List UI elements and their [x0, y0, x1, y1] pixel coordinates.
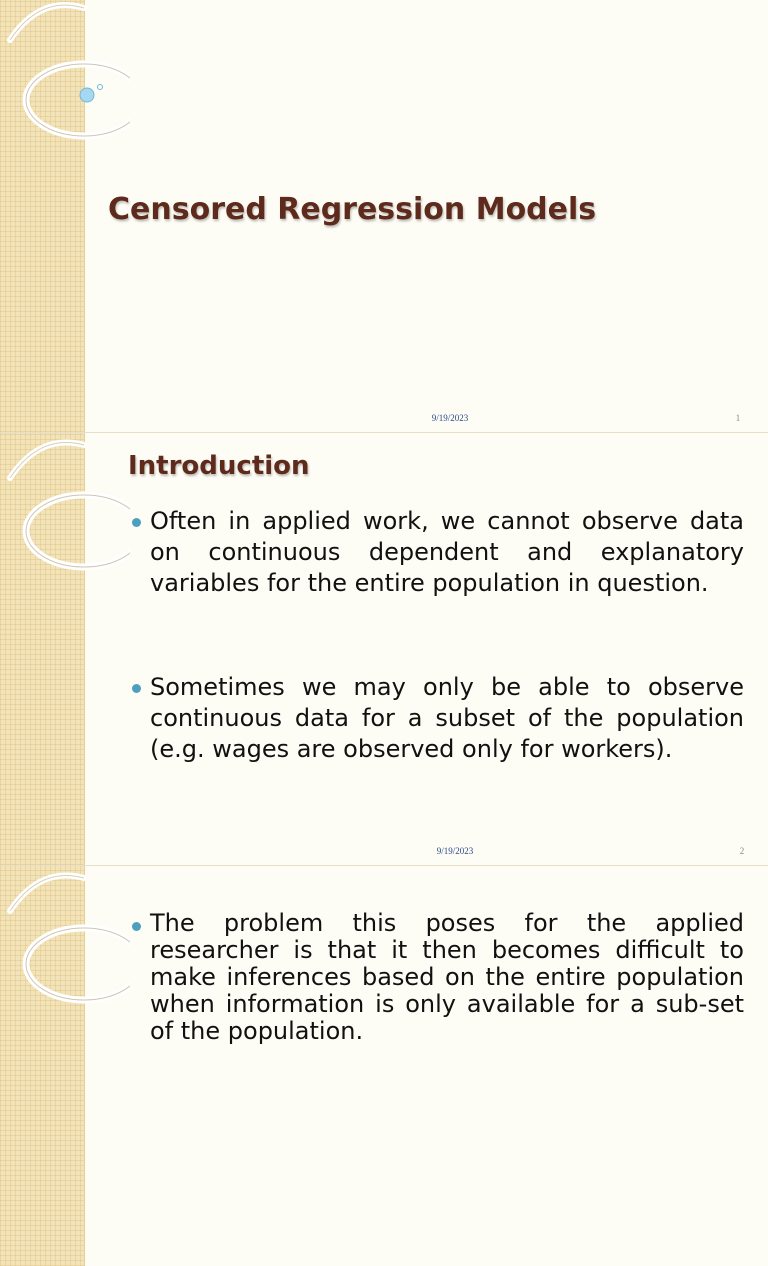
slide-number: 2: [739, 846, 745, 856]
bullet-item: [132, 506, 744, 599]
slide-2: [0, 433, 768, 865]
bullet-text: The problem this poses for the applied researcher is that it then becomes difficult to make inferences based on the entire population when information is only available for a sub-set of the population.: [150, 909, 744, 1045]
ring-decoration-icon: [0, 866, 130, 1026]
slide-heading: Introduction: [128, 451, 310, 481]
slide-title: Censored Regression Models: [108, 192, 597, 227]
bullet-dot-icon: [132, 684, 141, 693]
slide-3: [0, 866, 768, 1266]
slide-number: 1: [735, 413, 741, 423]
slide-1: [0, 0, 768, 432]
ring-decoration-icon: [0, 0, 130, 160]
bullet-item: [132, 672, 744, 765]
bullet-text: Sometimes we may only be able to observe continuous data for a subset of the population (e.g. wages are observed only for workers).: [150, 673, 744, 763]
bullet-dot-icon: [132, 922, 141, 931]
bullet-text: Often in applied work, we cannot observe data on continuous dependent and explanatory variables for the entire population in question.: [150, 507, 744, 597]
bullet-dot-icon: [132, 518, 141, 527]
ring-decoration-icon: [0, 433, 130, 593]
bullet-item: [132, 910, 744, 1045]
slide-date: 9/19/2023: [436, 846, 474, 856]
slide-date: 9/19/2023: [431, 413, 469, 423]
